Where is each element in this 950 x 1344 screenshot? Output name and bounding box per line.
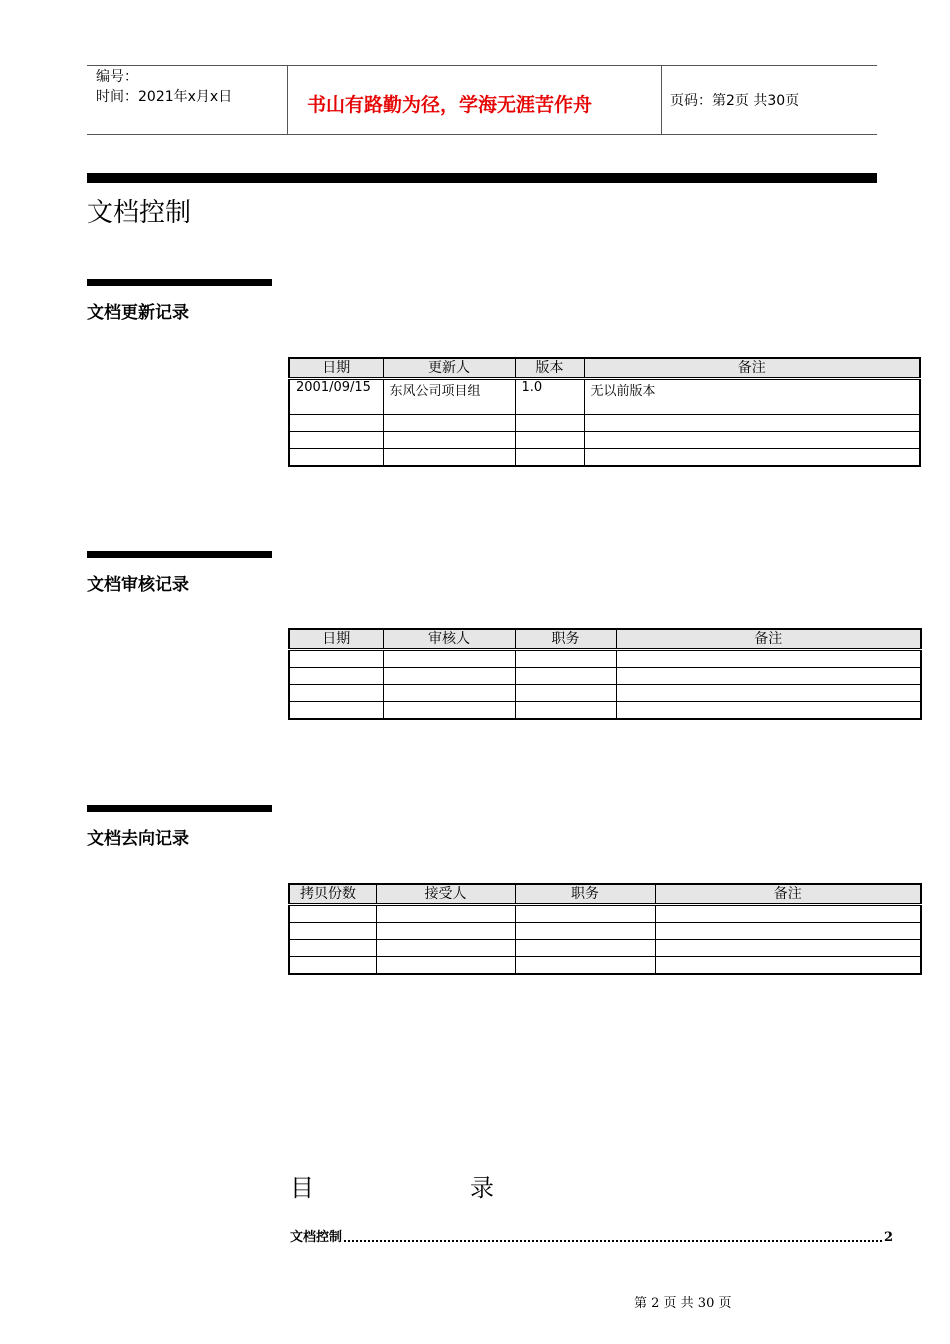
section-heading-distribution: 文档去向记录 [87, 829, 189, 849]
table-cell [289, 650, 383, 668]
table-cell [515, 650, 616, 668]
table-row [289, 650, 921, 668]
table-cell [515, 905, 655, 923]
table-header-row [289, 629, 921, 650]
table-cell [383, 432, 515, 449]
table-cell [655, 905, 921, 923]
update-record-table [288, 357, 921, 467]
section-rule-distribution [87, 805, 272, 812]
table-cell [584, 432, 920, 449]
table-cell [515, 415, 584, 432]
table-cell [616, 685, 921, 702]
table-row [289, 449, 920, 467]
header-page-number: 页码：第2页 共30页 [670, 93, 800, 109]
table-cell [616, 702, 921, 720]
column-header: 职务 [515, 884, 655, 905]
table-cell [515, 923, 655, 940]
column-header: 备注 [584, 358, 920, 379]
table-cell [289, 415, 383, 432]
table-row [289, 379, 920, 415]
table-cell [289, 702, 383, 720]
table-cell [383, 668, 515, 685]
section-heading-update: 文档更新记录 [87, 303, 189, 323]
table-row [289, 702, 921, 720]
column-header: 更新人 [383, 358, 515, 379]
table-cell [383, 449, 515, 467]
table-cell [515, 449, 584, 467]
table-cell-updater: 东风公司项目组 [383, 379, 515, 415]
table-cell-version: 1.0 [515, 379, 584, 415]
table-cell [376, 905, 515, 923]
table-cell [655, 940, 921, 957]
table-cell [515, 685, 616, 702]
table-cell [289, 432, 383, 449]
table-cell [383, 415, 515, 432]
review-record-table [288, 628, 922, 720]
toc-title-left: 目 [290, 1174, 314, 1202]
table-row [289, 415, 920, 432]
column-header: 日期 [289, 629, 383, 650]
column-header: 日期 [289, 358, 383, 379]
table-cell [289, 668, 383, 685]
table-cell [584, 415, 920, 432]
table-cell [376, 957, 515, 975]
table-cell [515, 940, 655, 957]
table-cell [515, 957, 655, 975]
header-motto: 书山有路勤为径，学海无涯苦作舟 [307, 94, 593, 116]
page-footer: 第 2 页 共 30 页 [634, 1296, 732, 1311]
table-row [289, 957, 921, 975]
header-page-cell [661, 66, 877, 134]
table-cell [383, 702, 515, 720]
table-header-row [289, 884, 921, 905]
column-header: 审核人 [383, 629, 515, 650]
title-rule [87, 173, 877, 183]
toc-entry-page: 2 [883, 1230, 893, 1245]
table-cell [289, 923, 376, 940]
table-cell [616, 650, 921, 668]
table-cell [289, 957, 376, 975]
table-cell [289, 905, 376, 923]
table-cell [289, 685, 383, 702]
section-rule-update [87, 279, 272, 286]
table-cell [376, 923, 515, 940]
table-cell-note: 无以前版本 [584, 379, 920, 415]
column-header: 接受人 [376, 884, 515, 905]
toc-entry[interactable] [290, 1226, 893, 1245]
header-meta-cell [87, 66, 288, 134]
toc-entry-label: 文档控制 [290, 1230, 343, 1245]
document-number-label: 编号： [96, 69, 138, 85]
distribution-record-table [288, 883, 922, 975]
table-cell [584, 449, 920, 467]
table-cell [376, 940, 515, 957]
table-row [289, 905, 921, 923]
table-row [289, 685, 921, 702]
table-cell [289, 449, 383, 467]
column-header: 备注 [655, 884, 921, 905]
table-row [289, 432, 920, 449]
header-motto-cell [287, 66, 662, 134]
section-rule-review [87, 551, 272, 558]
column-header: 拷贝份数 [289, 884, 376, 905]
table-cell [515, 668, 616, 685]
table-cell [383, 650, 515, 668]
column-header: 版本 [515, 358, 584, 379]
table-cell-date: 2001/09/15 [289, 379, 383, 415]
table-cell [515, 702, 616, 720]
page-title: 文档控制 [87, 198, 192, 228]
table-cell [383, 685, 515, 702]
table-row [289, 940, 921, 957]
column-header: 职务 [515, 629, 616, 650]
table-cell [515, 432, 584, 449]
table-cell [616, 668, 921, 685]
table-cell [655, 923, 921, 940]
column-header: 备注 [616, 629, 921, 650]
toc-leader-dots [344, 1239, 882, 1242]
table-row [289, 923, 921, 940]
table-cell [655, 957, 921, 975]
section-heading-review: 文档审核记录 [87, 575, 189, 595]
table-header-row [289, 358, 920, 379]
toc-title-right: 录 [470, 1174, 494, 1202]
table-row [289, 668, 921, 685]
document-time-label: 时间：2021年x月x日 [96, 89, 233, 105]
page-header [87, 65, 877, 135]
table-cell [289, 940, 376, 957]
